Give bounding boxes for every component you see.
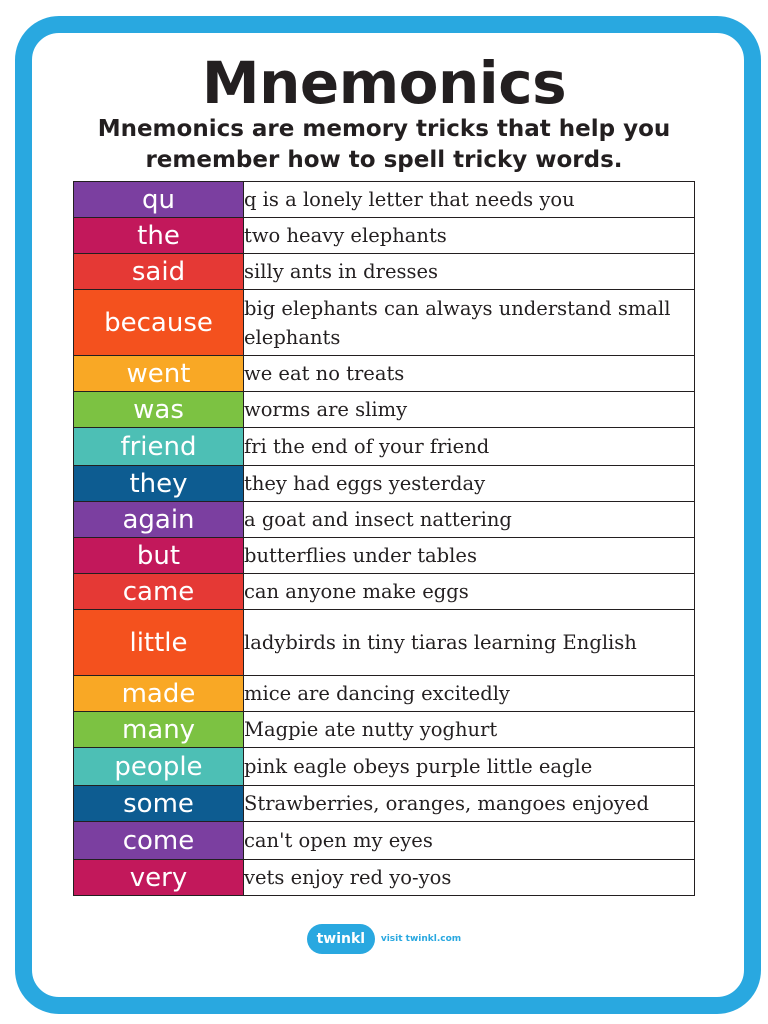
- table-row: [74, 502, 695, 538]
- table-row: [74, 254, 695, 290]
- phrase-cell: big elephants can always understand small elephants: [244, 290, 695, 356]
- table-row: [74, 356, 695, 392]
- word-cell: but: [74, 538, 244, 574]
- word-cell: people: [74, 748, 244, 786]
- visit-link[interactable]: visit twinkl.com: [380, 934, 462, 944]
- phrase-cell: mice are dancing excitedly: [244, 676, 695, 712]
- table-row: [74, 182, 695, 218]
- word-cell: some: [74, 786, 244, 822]
- phrase-cell: can't open my eyes: [244, 822, 695, 860]
- word-cell: made: [74, 676, 244, 712]
- phrase-cell: fri the end of your friend: [244, 428, 695, 466]
- footer: [0, 924, 768, 954]
- table-row: [74, 822, 695, 860]
- word-cell: they: [74, 466, 244, 502]
- phrase-cell: q is a lonely letter that needs you: [244, 182, 695, 218]
- word-cell: many: [74, 712, 244, 748]
- phrase-cell: we eat no treats: [244, 356, 695, 392]
- word-cell: again: [74, 502, 244, 538]
- phrase-cell: a goat and insect nattering: [244, 502, 695, 538]
- phrase-cell: butterflies under tables: [244, 538, 695, 574]
- word-cell: went: [74, 356, 244, 392]
- table-row: [74, 712, 695, 748]
- table-row: [74, 466, 695, 502]
- word-cell: because: [74, 290, 244, 356]
- phrase-cell: vets enjoy red yo-yos: [244, 860, 695, 896]
- mnemonics-table: [73, 181, 695, 896]
- word-cell: little: [74, 610, 244, 676]
- table-row: [74, 538, 695, 574]
- word-cell: qu: [74, 182, 244, 218]
- table-row: [74, 748, 695, 786]
- table-row: [74, 428, 695, 466]
- phrase-cell: Strawberries, oranges, mangoes enjoyed: [244, 786, 695, 822]
- word-cell: friend: [74, 428, 244, 466]
- word-cell: come: [74, 822, 244, 860]
- table-row: [74, 574, 695, 610]
- table-row: [74, 392, 695, 428]
- table-row: [74, 610, 695, 676]
- phrase-cell: they had eggs yesterday: [244, 466, 695, 502]
- word-cell: said: [74, 254, 244, 290]
- table-row: [74, 290, 695, 356]
- table-row: [74, 218, 695, 254]
- phrase-cell: can anyone make eggs: [244, 574, 695, 610]
- twinkl-logo[interactable]: [307, 924, 375, 954]
- phrase-cell: Magpie ate nutty yoghurt: [244, 712, 695, 748]
- word-cell: was: [74, 392, 244, 428]
- table-row: [74, 786, 695, 822]
- word-cell: very: [74, 860, 244, 896]
- phrase-cell: worms are slimy: [244, 392, 695, 428]
- table-row: [74, 676, 695, 712]
- logo-text: twinkl: [316, 931, 366, 947]
- phrase-cell: pink eagle obeys purple little eagle: [244, 748, 695, 786]
- word-cell: came: [74, 574, 244, 610]
- phrase-cell: ladybirds in tiny tiaras learning English: [244, 610, 695, 676]
- phrase-cell: silly ants in dresses: [244, 254, 695, 290]
- table-row: [74, 860, 695, 896]
- page-subtitle: Mnemonics are memory tricks that help you remember how to spell tricky words.: [97, 116, 671, 173]
- phrase-cell: two heavy elephants: [244, 218, 695, 254]
- word-cell: the: [74, 218, 244, 254]
- page-title: Mnemonics: [201, 49, 567, 117]
